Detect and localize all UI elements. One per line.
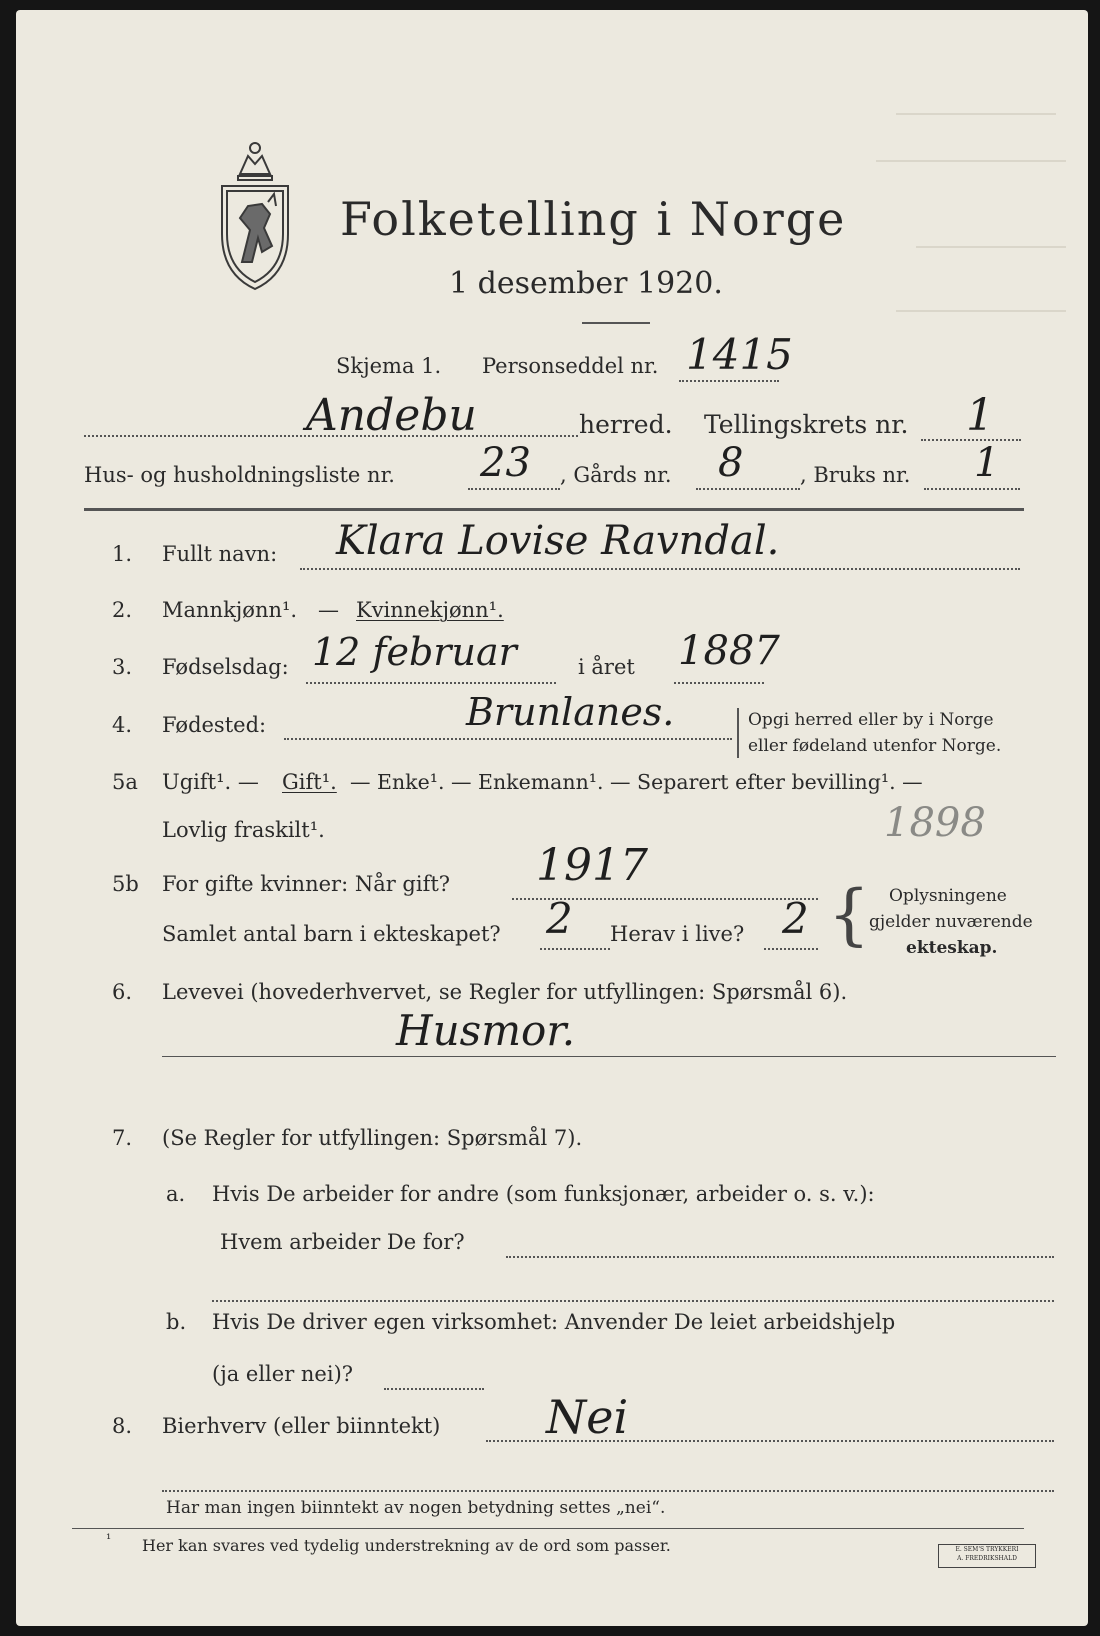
q5a-margin-note: 1898 xyxy=(884,800,986,846)
schema-label: Skjema 1. xyxy=(336,354,442,378)
q5a-gift-underlined: Gift¹. xyxy=(282,770,337,794)
form-title: Folketelling i Norge xyxy=(340,192,847,246)
q7-number: 7. xyxy=(112,1126,133,1150)
q3-number: 3. xyxy=(112,655,133,679)
q7a-employer-field[interactable] xyxy=(506,1256,1054,1258)
q3-year-label: i året xyxy=(578,655,635,679)
gards-label: , Gårds nr. xyxy=(560,463,672,487)
q5b-alive-label: Herav i live? xyxy=(610,922,745,946)
q5b-number: 5b xyxy=(112,872,139,896)
husholdning-label: Hus- og husholdningsliste nr. xyxy=(84,463,395,487)
printer-line2: A. FREDRIKSHALD xyxy=(957,1555,1017,1562)
q8-label: Bierhverv (eller biinntekt) xyxy=(162,1414,441,1438)
footnote-text: Her kan svares ved tydelig understrekning av de ord som passer. xyxy=(142,1536,671,1555)
q6-number: 6. xyxy=(112,980,133,1004)
q7a-line1: Hvis De arbeider for andre (som funksjonær, arbeider o. s. v.): xyxy=(212,1182,875,1206)
q8-number: 8. xyxy=(112,1414,133,1438)
q5a-other-options[interactable]: — Enke¹. — Enkemann¹. — Separert efter bevilling¹. — xyxy=(350,770,923,794)
q5b-note-line3: ekteskap. xyxy=(906,938,998,958)
q3-birthday-value[interactable]: 12 februar xyxy=(312,630,517,674)
q5b-label: For gifte kvinner: Når gift? xyxy=(162,872,451,896)
q2-dash: — xyxy=(318,598,339,622)
q3-year-value[interactable]: 1887 xyxy=(678,628,780,674)
bruks-value[interactable]: 1 xyxy=(974,440,1000,486)
gards-value[interactable]: 8 xyxy=(718,440,744,486)
footnote-mark: ¹ xyxy=(106,1532,112,1547)
q5a-lovlig-fraskilt[interactable]: Lovlig fraskilt¹. xyxy=(162,818,325,842)
q5b-married-year-value[interactable]: 1917 xyxy=(536,840,648,891)
q6-occupation-value[interactable]: Husmor. xyxy=(396,1006,576,1055)
q4-note-line1: Opgi herred eller by i Norge xyxy=(748,710,994,730)
census-date: 1 desember 1920. xyxy=(449,266,723,301)
q2-number: 2. xyxy=(112,598,133,622)
q4-number: 4. xyxy=(112,713,133,737)
footer-note: Har man ingen biinntekt av nogen betydning settes „nei“. xyxy=(166,1498,666,1518)
norwegian-lion-crest-icon xyxy=(210,134,300,294)
q7b-answer-field[interactable] xyxy=(384,1388,484,1390)
q7b-line2: (ja eller nei)? xyxy=(212,1362,354,1386)
q5a-ugift-option[interactable]: Ugift¹. — xyxy=(162,770,259,794)
q2-female-underlined: Kvinnekjønn¹. xyxy=(356,598,504,622)
tellingskrets-label: Tellingskrets nr. xyxy=(704,410,909,439)
q5b-children-value[interactable]: 2 xyxy=(546,894,573,943)
q6-label: Levevei (hovederhvervet, se Regler for utfyllingen: Spørsmål 6). xyxy=(162,980,848,1004)
q5a-number: 5a xyxy=(112,770,138,794)
bruks-label: , Bruks nr. xyxy=(800,463,911,487)
q4-note-line2: eller fødeland utenfor Norge. xyxy=(748,736,1002,756)
printer-line1: E. SEM'S TRYKKERI xyxy=(955,1546,1019,1553)
herred-label: herred. xyxy=(579,410,673,439)
q7-label: (Se Regler for utfyllingen: Spørsmål 7). xyxy=(162,1126,583,1150)
q3-label: Fødselsdag: xyxy=(162,655,289,679)
q4-birthplace-value[interactable]: Brunlanes. xyxy=(466,690,675,734)
husholdning-value[interactable]: 23 xyxy=(480,440,531,486)
q5b-brace: { xyxy=(828,876,870,953)
q5b-alive-value[interactable]: 2 xyxy=(782,894,809,943)
census-form-sheet xyxy=(16,10,1088,1626)
herred-value[interactable]: Andebu xyxy=(306,390,477,441)
printer-stamp xyxy=(938,1544,1036,1568)
q5b-note-line2: gjelder nuværende xyxy=(869,912,1033,932)
q7b-letter: b. xyxy=(166,1310,187,1334)
q1-number: 1. xyxy=(112,542,133,566)
header-divider xyxy=(84,508,1024,511)
q7a-line2: Hvem arbeider De for? xyxy=(220,1230,465,1254)
q7a-letter: a. xyxy=(166,1182,186,1206)
q2-male-option[interactable]: Mannkjønn¹. xyxy=(162,598,298,622)
q2-female-option[interactable] xyxy=(356,598,504,622)
q4-label: Fødested: xyxy=(162,713,267,737)
q5b-note-line1: Oplysningene xyxy=(889,886,1007,906)
q7b-line1: Hvis De driver egen virksomhet: Anvender De leiet arbeidshjelp xyxy=(212,1310,896,1334)
q1-label: Fullt navn: xyxy=(162,542,278,566)
q5b-children-label: Samlet antal barn i ekteskapet? xyxy=(162,922,501,946)
q8-side-income-value[interactable]: Nei xyxy=(546,1390,629,1444)
personseddel-label: Personseddel nr. xyxy=(482,354,659,378)
q1-full-name-value[interactable]: Klara Lovise Ravndal. xyxy=(336,518,780,564)
personseddel-value[interactable]: 1415 xyxy=(686,330,793,379)
q5a-gift-option[interactable] xyxy=(282,770,337,794)
tellingskrets-value[interactable]: 1 xyxy=(966,390,994,441)
